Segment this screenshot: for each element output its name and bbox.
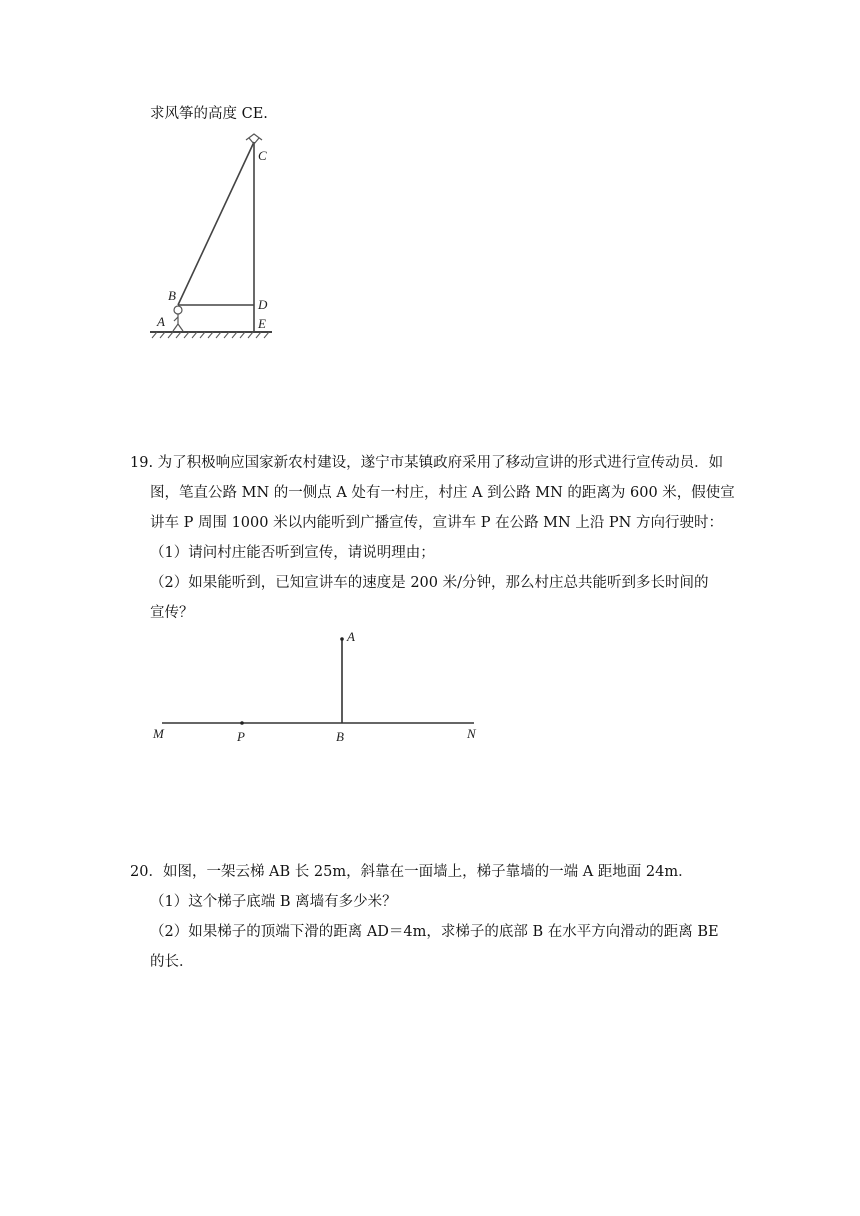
point-a — [340, 637, 344, 641]
q20-line-2: （1）这个梯子底端 B 离墙有多少米？ — [150, 894, 397, 910]
label-p: P — [237, 729, 245, 744]
label-b: B — [336, 729, 344, 744]
q19-line-6: 宣传？ — [150, 605, 194, 621]
point-p — [240, 721, 244, 725]
label-n: N — [467, 726, 476, 741]
label-c: C — [258, 148, 267, 163]
label-m: M — [153, 726, 164, 741]
q19-line-2: 图，笔直公路 MN 的一侧点 A 处有一村庄，村庄 A 到公路 MN 的距离为 600 米，假使宣 — [150, 485, 735, 501]
label-d: D — [258, 297, 268, 312]
q19-line-4: （1）请问村庄能否听到宣传，请说明理由； — [150, 545, 435, 561]
q20-line-1: 20．如图，一架云梯 AB 长 25m，斜靠在一面墙上，梯子靠墙的一端 A 距地面 24m． — [130, 864, 693, 880]
label-e: E — [258, 316, 266, 331]
q20-line-3: （2）如果梯子的顶端下滑的距离 AD＝4m，求梯子的底部 B 在水平方向滑动的距离 BE — [150, 924, 719, 940]
q20-line-4: 的长． — [150, 954, 194, 970]
label-a: A — [347, 629, 355, 644]
label-a: A — [157, 314, 165, 329]
q19-line-1: 19. 为了积极响应国家新农村建设，遂宁市某镇政府采用了移动宣讲的形式进行宣传动员．如 — [130, 455, 724, 471]
q18-question-tail: 求风筝的高度 CE. — [150, 106, 268, 122]
label-b: B — [168, 288, 176, 303]
q19-line-5: （2）如果能听到，已知宣讲车的速度是 200 米/分钟，那么村庄总共能听到多长时间的 — [150, 575, 709, 591]
q19-line-3: 讲车 P 周围 1000 米以内能听到广播宣传，宣讲车 P 在公路 MN 上沿 PN 方向行驶时： — [150, 515, 723, 531]
